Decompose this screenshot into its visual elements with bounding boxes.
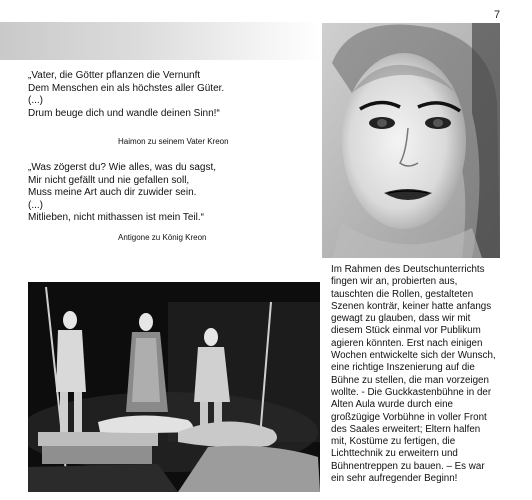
quote-line: (...) (28, 199, 43, 211)
quote-haimon (28, 70, 313, 120)
quote-line: „Was zögerst du? Wie alles, was du sagst, (28, 162, 217, 173)
portrait-photo (322, 23, 500, 258)
body-line: ein sehr aufregender Beginn! (331, 473, 458, 485)
body-line: agieren könnten. Erst nach einigen (331, 337, 483, 349)
body-line: Bühnentreppen zu bauen. – Es war (331, 460, 485, 472)
quote-attribution-antigone: Antigone zu König Kreon (118, 233, 207, 242)
body-line: wollte. - Die Guckkastenbühne in der (331, 386, 492, 398)
stage-photo (28, 282, 320, 492)
body-line: Wochen entwickelte sich der Wunsch, (331, 350, 496, 362)
quote-line: Mir nicht gefällt und nie gefallen soll, (28, 174, 190, 186)
stage-illustration (28, 282, 320, 492)
body-line: Bühne zu stellen, die man vorzeigen (331, 374, 489, 386)
body-line: tauschten die Rollen, gestalteten (331, 288, 474, 300)
body-line: gewagt zu glauben, dass wir mit (331, 313, 471, 325)
quote-line: Muss meine Art auch dir zuwider sein. (28, 187, 197, 198)
portrait-illustration (322, 23, 500, 258)
body-line: großzügige Vorbühne in voller Front (331, 411, 487, 423)
quote-line: Dem Menschen ein als höchstes aller Güter. (28, 82, 225, 94)
quote-line: Mitlieben, nicht mithassen ist mein Teil.“ (28, 212, 204, 223)
quote-line: „Vater, die Götter pflanzen die Vernunft (28, 70, 201, 81)
body-line: eine richtige Inszenierung auf die (331, 362, 475, 374)
body-text (331, 264, 531, 485)
header-gradient-bar (0, 22, 322, 60)
body-line: Lichttechnik zu erweitern und (331, 448, 458, 460)
body-line: diesem Stück einmal vor Publikum (331, 325, 481, 337)
body-line: fingen wir an, probierten aus, (331, 276, 458, 288)
body-line: Im Rahmen des Deutschunterrichts (331, 264, 485, 275)
quote-attribution-haimon: Haimon zu seinem Vater Kreon (118, 137, 229, 146)
quote-antigone (28, 162, 313, 225)
body-line: des Saales erweitert; Eltern halfen (331, 423, 481, 435)
page-number: 7 (494, 9, 501, 21)
body-line: Szenen konträr, keiner hatte anfangs (331, 300, 492, 312)
body-line: mit, Kostüme zu fertigen, die (331, 436, 456, 448)
body-line: Alten Aula wurde durch eine (331, 399, 453, 411)
quote-line: Drum beuge dich und wandle deinen Sinn!“ (28, 107, 220, 119)
quote-line: (...) (28, 95, 43, 106)
